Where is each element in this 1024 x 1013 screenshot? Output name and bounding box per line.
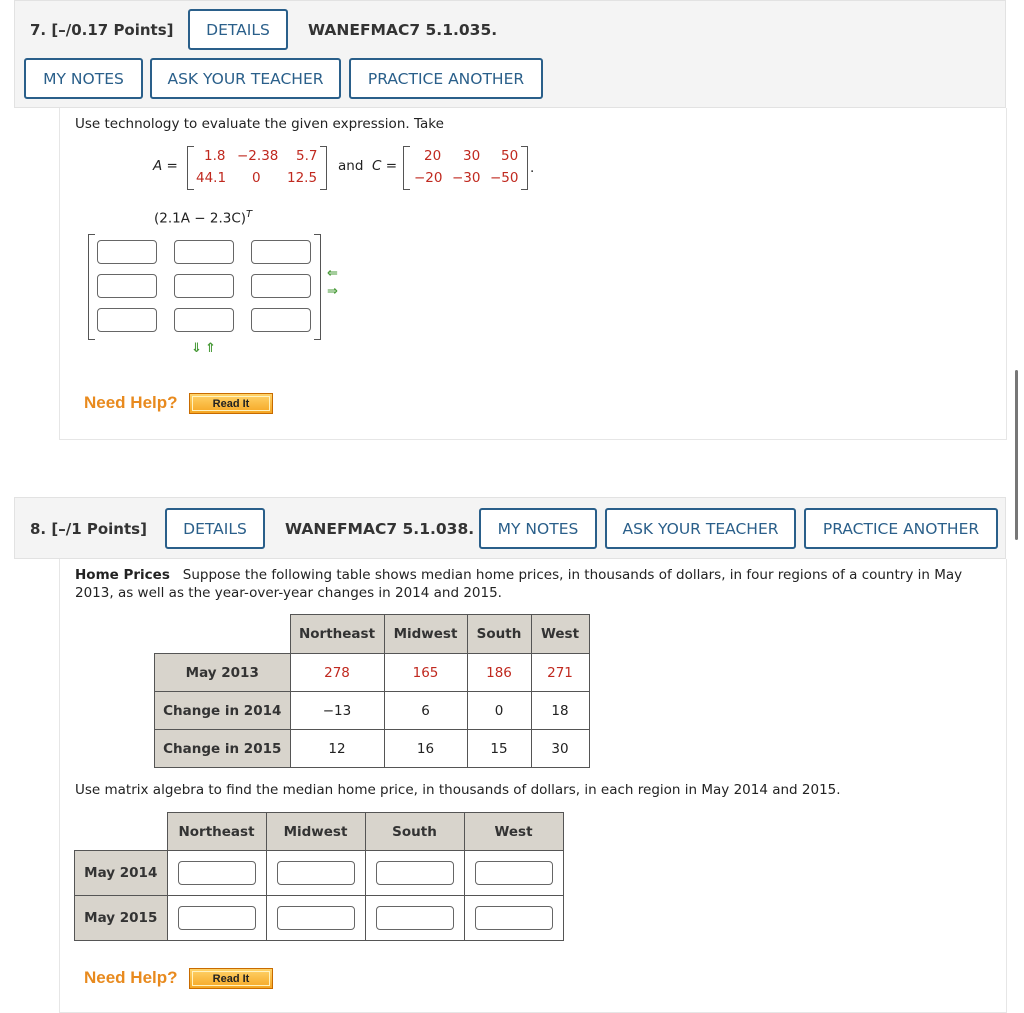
- answer-left-bracket: [88, 234, 95, 340]
- a-23: 12.5: [287, 170, 318, 186]
- q8-read-it-button[interactable]: Read It: [189, 968, 273, 989]
- matrix-a-left-bracket: [187, 146, 194, 190]
- answer-row: [75, 896, 564, 941]
- answer-table: [74, 812, 564, 941]
- add-column-arrow-icon[interactable]: ⇒: [327, 284, 338, 299]
- table-cell: 165: [384, 654, 467, 692]
- answer-r1c2-input[interactable]: [174, 240, 234, 264]
- c-23: −50: [490, 170, 519, 186]
- answer-row: [75, 851, 564, 896]
- answer-cell: [365, 851, 464, 896]
- a-12: −2.38: [237, 148, 279, 164]
- may2014-west-input[interactable]: [475, 861, 553, 885]
- remove-column-arrow-icon[interactable]: ⇐: [327, 266, 338, 281]
- q8-need-help: Need Help?: [84, 968, 178, 987]
- c-13: 50: [501, 148, 519, 164]
- answer-right-bracket: [314, 234, 321, 340]
- answer-cell: [266, 851, 365, 896]
- answer-cell: [167, 851, 266, 896]
- c-21: −20: [414, 170, 443, 186]
- home-prices-table: [154, 614, 590, 768]
- table-row: [155, 692, 590, 730]
- a-21: 44.1: [196, 170, 227, 186]
- matrix-c-left-bracket: [403, 146, 410, 190]
- and-text: and: [338, 158, 364, 174]
- q8-prompt: Home Prices Suppose the following table shows median home prices, in thousands of dollars, in four regions of a country in May 2013, as well as the year-over-year changes in 2014 and 2015.: [75, 567, 963, 601]
- answer-r3c1-input[interactable]: [97, 308, 157, 332]
- matrix-a-right-bracket: [320, 146, 327, 190]
- answer-r2c3-input[interactable]: [251, 274, 311, 298]
- may2014-midwest-input[interactable]: [277, 861, 355, 885]
- matrix-c-label: C =: [372, 158, 398, 174]
- may2014-northeast-input[interactable]: [178, 861, 256, 885]
- add-row-arrow-icon[interactable]: ⇓: [191, 341, 202, 356]
- table-cell: 278: [290, 654, 384, 692]
- q7-my-notes-button[interactable]: MY NOTES: [24, 58, 143, 99]
- answer-header: West: [464, 813, 563, 851]
- a-11: 1.8: [204, 148, 226, 164]
- remove-row-arrow-icon[interactable]: ⇑: [205, 341, 216, 356]
- row-label: Change in 2015: [155, 730, 291, 768]
- table-corner: [155, 615, 291, 654]
- answer-cell: [167, 896, 266, 941]
- may2015-south-input[interactable]: [376, 906, 454, 930]
- answer-cell: [266, 896, 365, 941]
- table-header: Northeast: [290, 615, 384, 654]
- matrix-a-label: A =: [153, 158, 178, 174]
- q7-read-it-button[interactable]: Read It: [189, 393, 273, 414]
- q8-my-notes-button[interactable]: MY NOTES: [479, 508, 597, 549]
- answer-r2c1-input[interactable]: [97, 274, 157, 298]
- may2015-northeast-input[interactable]: [178, 906, 256, 930]
- scrollbar-thumb[interactable]: [1015, 370, 1018, 540]
- matrix-c-period: .: [530, 160, 535, 176]
- answer-cell: [464, 896, 563, 941]
- table-cell: 15: [467, 730, 531, 768]
- answer-r1c1-input[interactable]: [97, 240, 157, 264]
- may2015-midwest-input[interactable]: [277, 906, 355, 930]
- table-cell: 30: [531, 730, 589, 768]
- answer-header: South: [365, 813, 464, 851]
- q7-need-help: Need Help?: [84, 393, 178, 412]
- row-label: Change in 2014: [155, 692, 291, 730]
- answer-r1c3-input[interactable]: [251, 240, 311, 264]
- q7-number: 7. [–/0.17 Points]: [30, 21, 174, 39]
- answer-table-corner: [75, 813, 168, 851]
- c-12: 30: [463, 148, 481, 164]
- q7-practice-another-button[interactable]: PRACTICE ANOTHER: [349, 58, 543, 99]
- table-cell: −13: [290, 692, 384, 730]
- table-cell: 18: [531, 692, 589, 730]
- table-header: Midwest: [384, 615, 467, 654]
- q8-details-button[interactable]: DETAILS: [165, 508, 265, 549]
- table-cell: 16: [384, 730, 467, 768]
- answer-row-label: May 2014: [75, 851, 168, 896]
- table-header: South: [467, 615, 531, 654]
- q7-prompt: Use technology to evaluate the given expression. Take: [75, 116, 444, 132]
- answer-header: Midwest: [266, 813, 365, 851]
- answer-r2c2-input[interactable]: [174, 274, 234, 298]
- q7-details-button[interactable]: DETAILS: [188, 9, 288, 50]
- q7-problem-code: WANEFMAC7 5.1.035.: [308, 21, 498, 39]
- table-row: [155, 730, 590, 768]
- may2014-south-input[interactable]: [376, 861, 454, 885]
- c-22: −30: [452, 170, 481, 186]
- answer-cell: [365, 896, 464, 941]
- a-13: 5.7: [296, 148, 318, 164]
- matrix-c-right-bracket: [521, 146, 528, 190]
- answer-cell: [464, 851, 563, 896]
- a-22: 0: [252, 170, 261, 186]
- c-11: 20: [424, 148, 442, 164]
- q8-practice-another-button[interactable]: PRACTICE ANOTHER: [804, 508, 998, 549]
- q7-ask-teacher-button[interactable]: ASK YOUR TEACHER: [150, 58, 341, 99]
- q8-instruction: Use matrix algebra to find the median home price, in thousands of dollars, in each region in May 2014 and 2015.: [75, 782, 841, 798]
- answer-r3c3-input[interactable]: [251, 308, 311, 332]
- table-cell: 0: [467, 692, 531, 730]
- expression: $(2.1A - 2.3C)^T$: [154, 209, 253, 227]
- table-cell: 12: [290, 730, 384, 768]
- answer-r3c2-input[interactable]: [174, 308, 234, 332]
- answer-header: Northeast: [167, 813, 266, 851]
- table-cell: 271: [531, 654, 589, 692]
- table-row: [155, 654, 590, 692]
- q8-number: 8. [–/1 Points]: [30, 520, 147, 538]
- table-cell: 6: [384, 692, 467, 730]
- q8-ask-teacher-button[interactable]: ASK YOUR TEACHER: [605, 508, 796, 549]
- row-label: May 2013: [155, 654, 291, 692]
- q8-title: Home Prices: [75, 567, 170, 583]
- may2015-west-input[interactable]: [475, 906, 553, 930]
- table-cell: 186: [467, 654, 531, 692]
- answer-row-label: May 2015: [75, 896, 168, 941]
- q8-problem-code: WANEFMAC7 5.1.038.: [285, 520, 475, 538]
- table-header: West: [531, 615, 589, 654]
